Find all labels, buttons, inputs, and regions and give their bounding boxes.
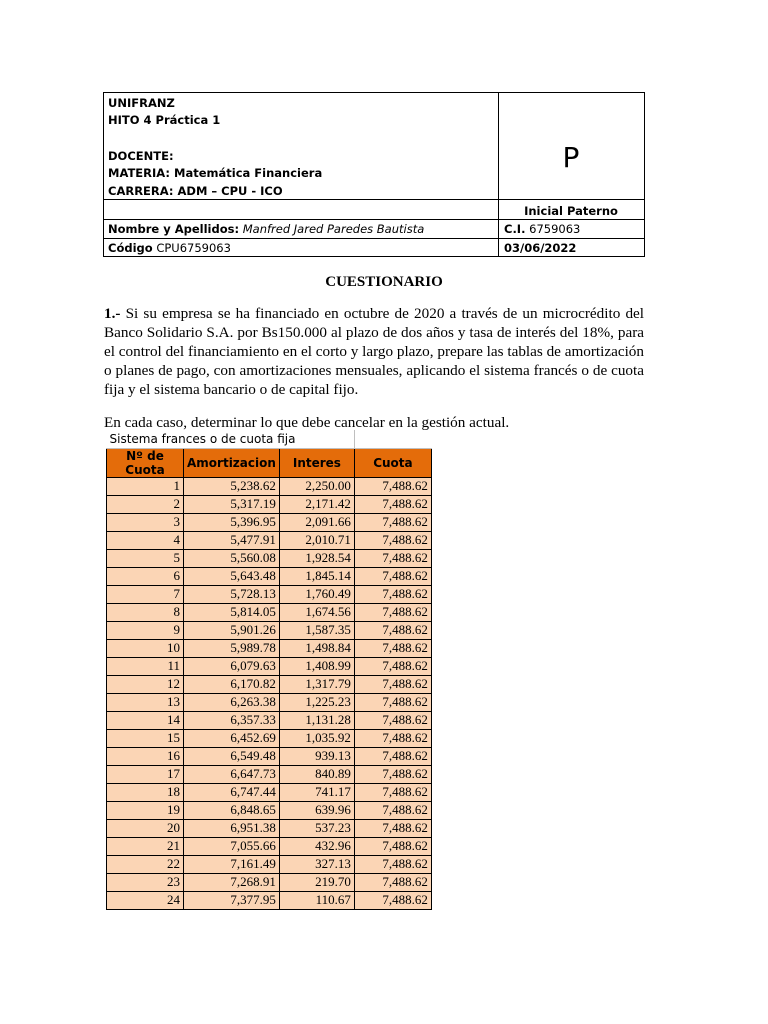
table-cell: 6,747.44 (184, 783, 280, 801)
table-cell: 6,549.48 (184, 747, 280, 765)
table-cell: 1,408.99 (279, 657, 354, 675)
table-cell: 1,317.79 (279, 675, 354, 693)
table-cell: 1,845.14 (279, 567, 354, 585)
table-cell: 5,317.19 (184, 495, 280, 513)
table-cell: 2,091.66 (279, 513, 354, 531)
table-cell: 7,488.62 (354, 549, 431, 567)
table-cell: 12 (107, 675, 184, 693)
table-cell: 7,488.62 (354, 729, 431, 747)
code-line (108, 240, 231, 256)
table-cell: 639.96 (279, 801, 354, 819)
table-cell: 1,498.84 (279, 639, 354, 657)
table-cell: 6,951.38 (184, 819, 280, 837)
table-cell: 939.13 (279, 747, 354, 765)
table-cell: 5,643.48 (184, 567, 280, 585)
table-cell: 2,171.42 (279, 495, 354, 513)
table-cell: 7,488.62 (354, 495, 431, 513)
header-rule (104, 219, 644, 220)
instruction-text: En cada caso, determinar lo que debe cancelar en la gestión actual. (104, 414, 510, 431)
table-cell: 7,488.62 (354, 585, 431, 603)
table-cell: 7,377.95 (184, 891, 280, 909)
table-cell: 7,488.62 (354, 693, 431, 711)
table-cell: 219.70 (279, 873, 354, 891)
assignment: HITO 4 Práctica 1 (108, 113, 221, 127)
table-cell: 7,488.62 (354, 675, 431, 693)
carrera-line (108, 183, 283, 199)
table-row (107, 855, 432, 873)
table-cell: 1,225.23 (279, 693, 354, 711)
name-line (108, 221, 424, 237)
name-label: Nombre y Apellidos: (108, 222, 240, 236)
materia-value: Matemática Financiera (174, 166, 323, 180)
table-cell: 18 (107, 783, 184, 801)
ci-value: 6759063 (529, 222, 581, 236)
table-cell: 7,268.91 (184, 873, 280, 891)
code-value: CPU6759063 (156, 241, 231, 255)
table-cell: 7,488.62 (354, 711, 431, 729)
amortization-table-wrap (106, 430, 432, 910)
table-cell: 5,728.13 (184, 585, 280, 603)
carrera-label: CARRERA: (108, 184, 174, 198)
table-cell: 11 (107, 657, 184, 675)
table-cell: 7,488.62 (354, 621, 431, 639)
table-cell: 7,488.62 (354, 801, 431, 819)
header-box (103, 92, 645, 257)
initial-label: Inicial Paterno (524, 204, 618, 218)
table-cell: 6,357.33 (184, 711, 280, 729)
table-cell: 6,170.82 (184, 675, 280, 693)
table-caption: Sistema frances o de cuota fija (107, 430, 355, 448)
table-cell: 7,488.62 (354, 477, 431, 495)
table-cell: 7,488.62 (354, 855, 431, 873)
date-value: 03/06/2022 (504, 241, 577, 255)
table-cell: 7,488.62 (354, 531, 431, 549)
table-row (107, 495, 432, 513)
carrera-value: ADM – CPU - ICO (177, 184, 283, 198)
table-cell: 3 (107, 513, 184, 531)
table-cell: 9 (107, 621, 184, 639)
table-row (107, 513, 432, 531)
docente-label: DOCENTE: (108, 149, 174, 163)
table-cell: 1,131.28 (279, 711, 354, 729)
table-cell: 8 (107, 603, 184, 621)
table-cell: 1,760.49 (279, 585, 354, 603)
column-header: Amortizacion (184, 448, 280, 477)
table-cell: 21 (107, 837, 184, 855)
table-cell: 7,488.62 (354, 603, 431, 621)
table-cell: 7,488.62 (354, 891, 431, 909)
table-cell: 19 (107, 801, 184, 819)
table-cell: 7,488.62 (354, 513, 431, 531)
header-rule (104, 199, 644, 200)
table-row (107, 693, 432, 711)
table-cell: 5,989.78 (184, 639, 280, 657)
table-cell: 1,928.54 (279, 549, 354, 567)
column-header: Interes (279, 448, 354, 477)
table-cell: 17 (107, 765, 184, 783)
column-header: Cuota (354, 448, 431, 477)
table-row (107, 891, 432, 909)
table-cell: 7 (107, 585, 184, 603)
table-row (107, 819, 432, 837)
table-row (107, 837, 432, 855)
table-cell: 1,035.92 (279, 729, 354, 747)
table-cell: 741.17 (279, 783, 354, 801)
table-cell: 6,263.38 (184, 693, 280, 711)
table-row (107, 585, 432, 603)
table-cell: 5,396.95 (184, 513, 280, 531)
table-cell: 7,055.66 (184, 837, 280, 855)
table-cell: 16 (107, 747, 184, 765)
table-cell: 20 (107, 819, 184, 837)
caption-empty-cell (354, 430, 431, 448)
name-value: Manfred Jared Paredes Bautista (242, 222, 425, 236)
table-cell: 6,452.69 (184, 729, 280, 747)
table-row (107, 801, 432, 819)
table-cell: 7,488.62 (354, 747, 431, 765)
table-row (107, 531, 432, 549)
table-cell: 7,488.62 (354, 819, 431, 837)
table-cell: 2 (107, 495, 184, 513)
table-row (107, 639, 432, 657)
table-row (107, 603, 432, 621)
table-row (107, 711, 432, 729)
table-cell: 6,079.63 (184, 657, 280, 675)
code-label: Código (108, 241, 153, 255)
table-cell: 6,647.73 (184, 765, 280, 783)
table-row (107, 873, 432, 891)
table-cell: 6 (107, 567, 184, 585)
table-cell: 2,250.00 (279, 477, 354, 495)
table-cell: 1,587.35 (279, 621, 354, 639)
materia-label: MATERIA: (108, 166, 170, 180)
table-row (107, 729, 432, 747)
table-cell: 5,238.62 (184, 477, 280, 495)
table-cell: 4 (107, 531, 184, 549)
table-cell: 5,814.05 (184, 603, 280, 621)
table-row (107, 747, 432, 765)
table-cell: 7,488.62 (354, 765, 431, 783)
table-cell: 7,488.62 (354, 837, 431, 855)
table-cell: 537.23 (279, 819, 354, 837)
question-paragraph (104, 304, 644, 399)
table-row (107, 783, 432, 801)
table-cell: 15 (107, 729, 184, 747)
table-cell: 7,488.62 (354, 783, 431, 801)
initial-letter: P (562, 141, 580, 174)
table-cell: 14 (107, 711, 184, 729)
header-rule (104, 238, 644, 239)
institution: UNIFRANZ (108, 96, 175, 110)
table-cell: 7,161.49 (184, 855, 280, 873)
table-row (107, 549, 432, 567)
table-cell: 1 (107, 477, 184, 495)
table-cell: 6,848.65 (184, 801, 280, 819)
table-cell: 13 (107, 693, 184, 711)
question-text: Si su empresa se ha financiado en octubre de 2020 a través de un microcrédito del Banco Solidario S.A. por Bs150.000 al plazo de dos años y tasa de interés del 18%, para el control del financiamiento en el corto y largo plazo, prepare las tablas de amortización o planes de pago, con amortizaciones mensuales, aplicando el sistema francés o de cuota fija y el sistema bancario o de capital fijo. (104, 305, 644, 398)
table-cell: 22 (107, 855, 184, 873)
materia-line (108, 165, 322, 181)
table-cell: 5,560.08 (184, 549, 280, 567)
header-divider (498, 93, 499, 256)
question-number: 1.- (104, 305, 121, 322)
table-cell: 10 (107, 639, 184, 657)
table-header-row (107, 448, 432, 477)
table-cell: 5 (107, 549, 184, 567)
table-cell: 7,488.62 (354, 873, 431, 891)
page-title: CUESTIONARIO (325, 274, 443, 290)
amortization-table (106, 430, 432, 910)
table-row (107, 657, 432, 675)
table-row (107, 675, 432, 693)
table-cell: 7,488.62 (354, 657, 431, 675)
table-cell: 840.89 (279, 765, 354, 783)
table-cell: 23 (107, 873, 184, 891)
table-cell: 7,488.62 (354, 567, 431, 585)
table-caption-row (107, 430, 432, 448)
table-row (107, 621, 432, 639)
table-cell: 7,488.62 (354, 639, 431, 657)
table-row (107, 477, 432, 495)
ci-label: C.I. (504, 222, 526, 236)
table-cell: 5,477.91 (184, 531, 280, 549)
table-cell: 24 (107, 891, 184, 909)
table-cell: 110.67 (279, 891, 354, 909)
table-cell: 327.13 (279, 855, 354, 873)
table-cell: 2,010.71 (279, 531, 354, 549)
table-cell: 432.96 (279, 837, 354, 855)
ci-line (504, 221, 580, 237)
table-row (107, 567, 432, 585)
column-header: Nº de Cuota (107, 448, 184, 477)
table-cell: 1,674.56 (279, 603, 354, 621)
table-cell: 5,901.26 (184, 621, 280, 639)
table-row (107, 765, 432, 783)
